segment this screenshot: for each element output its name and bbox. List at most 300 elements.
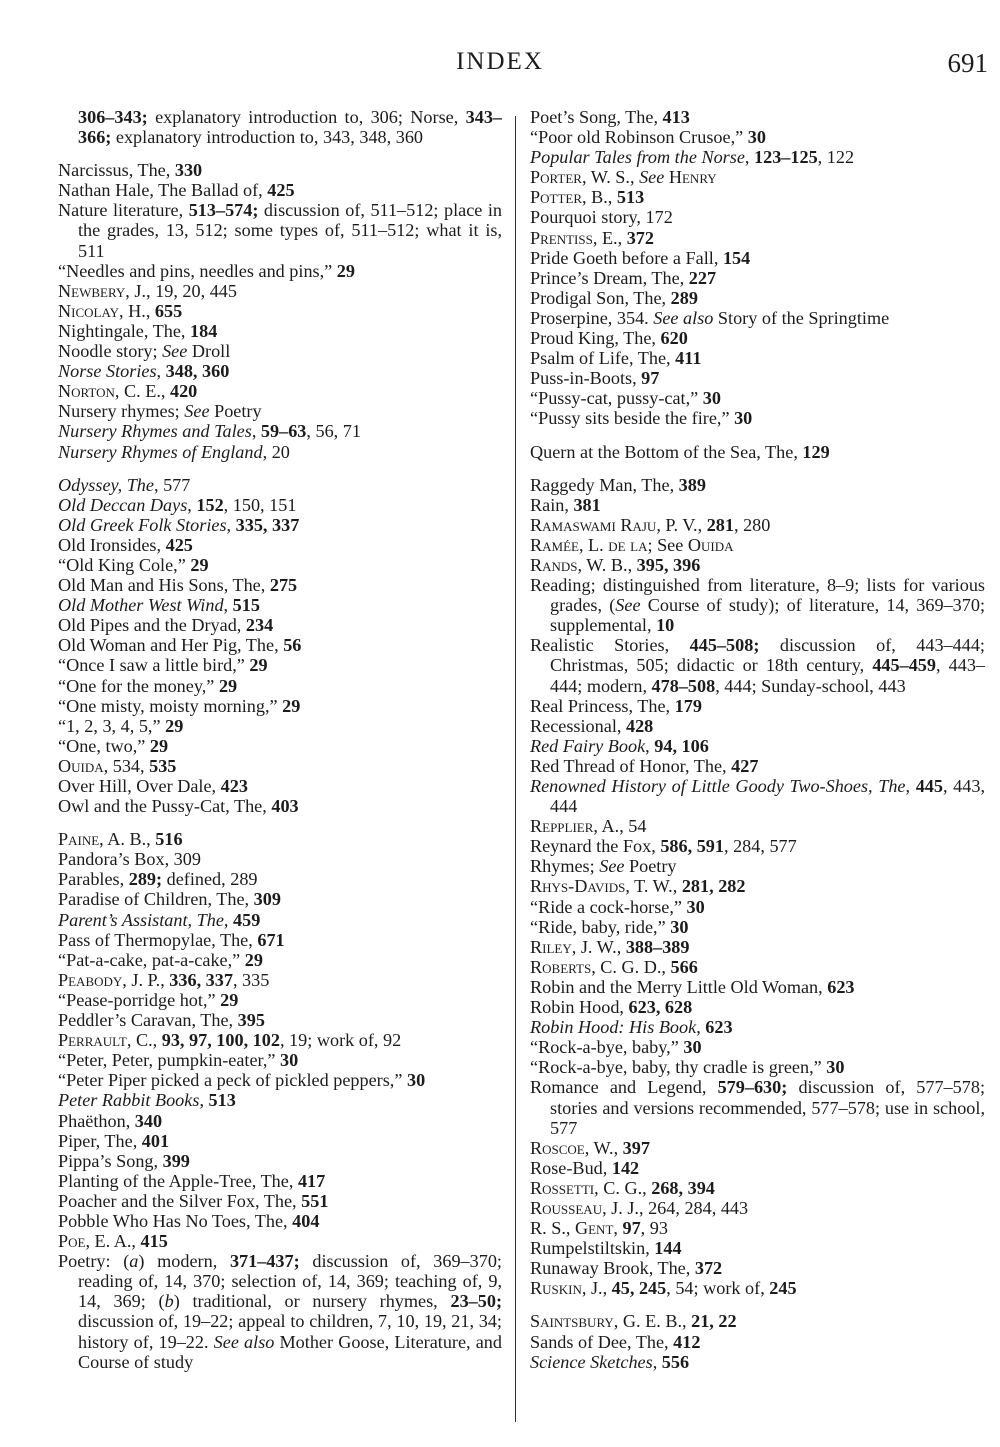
entry-text: 152 xyxy=(196,494,224,515)
entry-text: Roberts, C. G. D. xyxy=(530,956,662,977)
index-entry xyxy=(58,401,502,421)
entry-text: ) traditional, or nursery rhymes, xyxy=(173,1291,451,1312)
entry-text: Realistic Stories, xyxy=(530,635,690,656)
entry-text: 281, 282 xyxy=(681,876,746,897)
entry-text: 154 xyxy=(722,247,751,268)
index-entry xyxy=(530,388,985,408)
entry-text: 535 xyxy=(149,755,177,776)
entry-text: Parent’s Assistant, The xyxy=(58,909,224,930)
entry-text: 372 xyxy=(694,1258,723,1279)
entry-text: , 19, 20, 445 xyxy=(146,280,237,301)
entry-text: 29 xyxy=(165,715,184,736)
entry-text: 425 xyxy=(267,180,295,201)
entry-text: Proud King, The, xyxy=(530,328,661,349)
entry-text: 336, 337 xyxy=(169,969,233,990)
index-entry xyxy=(58,716,502,736)
entry-text: , xyxy=(199,1090,209,1111)
index-entry xyxy=(530,937,985,957)
entry-text: 23–50; xyxy=(450,1291,502,1312)
entry-text: 401 xyxy=(141,1130,170,1151)
entry-text: Ruskin, J. xyxy=(530,1278,603,1299)
entry-text: Raggedy Man, The, xyxy=(530,474,679,495)
entry-text: “Pussy sits beside the fire,” xyxy=(530,408,735,429)
entry-text: See xyxy=(639,167,665,188)
entry-text: 30 xyxy=(702,388,721,409)
entry-text: “Pat-a-cake, pat-a-cake,” xyxy=(58,949,245,970)
entry-text: 30 xyxy=(670,916,689,937)
entry-text: Old Greek Folk Stories xyxy=(58,514,227,535)
entry-text: , 284, 577 xyxy=(723,836,797,857)
entry-text: Paine, A. B. xyxy=(58,829,147,850)
entry-text: , xyxy=(613,1137,623,1158)
entry-text: Rain, xyxy=(530,494,574,515)
index-entry xyxy=(530,368,985,388)
entry-text: Rossetti, C. G. xyxy=(530,1177,643,1198)
entry-text: Saintsbury, G. E. B. xyxy=(530,1311,682,1332)
entry-text: Paradise of Children, The, xyxy=(58,889,254,910)
entry-text: , xyxy=(645,735,655,756)
entry-text: Ouida xyxy=(687,534,734,555)
index-entry xyxy=(530,228,985,248)
index-entry xyxy=(58,555,502,575)
entry-text: Sands of Dee, The, xyxy=(530,1331,674,1352)
index-entry xyxy=(530,635,985,695)
entry-text: 330 xyxy=(174,160,203,181)
entry-text: 620 xyxy=(660,328,688,349)
index-entry xyxy=(530,1077,985,1137)
entry-text: , xyxy=(661,956,671,977)
entry-text: 513–574; xyxy=(188,200,259,221)
entry-text: discussion of, 577–578; stories and versions recommended, 577–578; use in school, 577 xyxy=(550,1077,985,1138)
entry-text: discussion of, 369–370; reading of, 14, 370; selection of, 14, 369; teaching of, 9, 14, 369; ( xyxy=(78,1251,502,1312)
index-entry xyxy=(58,1111,502,1131)
entry-text: See xyxy=(184,401,210,422)
index-entry xyxy=(530,756,985,776)
index-entry xyxy=(530,308,985,328)
entry-text: Rousseau, J. J. xyxy=(530,1197,639,1218)
entry-text: , 150, 151 xyxy=(223,494,297,515)
entry-text: See xyxy=(615,595,641,616)
entry-text: Pride Goeth before a Fall, xyxy=(530,247,723,268)
index-entry xyxy=(530,816,985,836)
index-entry xyxy=(530,1278,985,1298)
entry-text: Course of study); of literature, 14, 369–370; supplemental, xyxy=(550,595,985,636)
index-entry xyxy=(530,977,985,997)
letter-group-gap xyxy=(530,462,985,475)
index-entry xyxy=(58,575,502,595)
index-entry xyxy=(530,408,985,428)
index-entry xyxy=(58,535,502,555)
entry-text: 420 xyxy=(169,381,198,402)
index-entry xyxy=(58,321,502,341)
index-entry xyxy=(530,957,985,977)
letter-group-gap xyxy=(58,147,502,160)
entry-text: 97 xyxy=(622,1218,641,1239)
entry-text: 21, 22 xyxy=(691,1311,737,1332)
entry-text: Proserpine, 354. xyxy=(530,307,654,328)
entry-text: Poacher and the Silver Fox, The, xyxy=(58,1190,302,1211)
entry-text: 417 xyxy=(297,1170,326,1191)
entry-text: , 54; work of, xyxy=(666,1278,770,1299)
entry-text: Old Man and His Sons, The, xyxy=(58,575,270,596)
entry-text: , 20 xyxy=(262,441,290,462)
entry-text: Old Pipes and the Dryad, xyxy=(58,615,246,636)
index-entry xyxy=(58,1070,502,1090)
entry-text: discussion of, 19–22; appeal to children, 7, 10, 19, 21, 34; history of, 19–22. xyxy=(78,1311,502,1352)
index-entry xyxy=(58,442,502,462)
entry-text: “One misty, moisty morning,” xyxy=(58,695,283,716)
entry-text: Porter, W. S. xyxy=(530,167,630,188)
entry-text: , xyxy=(652,1351,662,1372)
index-entry xyxy=(58,930,502,950)
entry-text: Prodigal Son, The, xyxy=(530,287,671,308)
entry-text: 397 xyxy=(622,1137,650,1158)
entry-text: 427 xyxy=(731,755,759,776)
index-entry xyxy=(530,1138,985,1158)
index-entry xyxy=(530,167,985,187)
entry-text: 404 xyxy=(292,1210,320,1231)
entry-text: Prentiss, E. xyxy=(530,227,618,248)
entry-text: 623 xyxy=(705,1017,733,1038)
index-entry xyxy=(58,776,502,796)
entry-text: 395 xyxy=(237,1010,265,1031)
entry-text: 445–508; xyxy=(689,635,760,656)
entry-text: Prince’s Dream, The, xyxy=(530,267,689,288)
entry-text: Old Deccan Days xyxy=(58,494,188,515)
entry-text: 579–630; xyxy=(717,1077,788,1098)
entry-text: , 264, 284, 443 xyxy=(638,1197,749,1218)
entry-text: Poet’s Song, The, xyxy=(530,107,663,127)
entry-text: Old Woman and Her Pig, The, xyxy=(58,635,284,656)
index-entry xyxy=(530,1218,985,1238)
index-entry xyxy=(58,676,502,696)
entry-text: , 444; Sunday-school, 443 xyxy=(715,675,906,696)
index-entry xyxy=(530,1037,985,1057)
entry-text: , 443, 444 xyxy=(550,776,985,817)
entry-text: 388–389 xyxy=(625,936,690,957)
entry-text: 94, 106 xyxy=(654,735,709,756)
entry-text: Planting of the Apple-Tree, The, xyxy=(58,1170,298,1191)
entry-text: See xyxy=(162,341,188,362)
index-entry xyxy=(530,442,985,462)
entry-text: 566 xyxy=(670,956,698,977)
entry-text: 30 xyxy=(406,1070,426,1091)
entry-text: 623, 628 xyxy=(628,997,693,1018)
entry-text: “Pussy-cat, pussy-cat,” xyxy=(530,388,703,409)
entry-text: “Ride, baby, ride,” xyxy=(530,916,671,937)
entry-text: Nursery Rhymes and Tales xyxy=(58,421,252,442)
entry-text: Robin and the Merry Little Old Woman, xyxy=(530,976,828,997)
running-title: INDEX xyxy=(456,48,544,75)
entry-text: Over Hill, Over Dale, xyxy=(58,776,221,796)
entry-text: 478–508 xyxy=(651,675,716,696)
entry-text: 423 xyxy=(220,776,248,796)
index-entry xyxy=(530,1352,985,1372)
entry-text: Ouida xyxy=(58,755,104,776)
entry-text: 45, 245 xyxy=(611,1278,667,1299)
entry-text: , 93 xyxy=(640,1218,668,1239)
entry-text: 306–343; xyxy=(78,107,148,127)
entry-text: 245 xyxy=(769,1278,797,1299)
index-entry xyxy=(530,575,985,635)
entry-text: 184 xyxy=(190,320,218,341)
entry-text: Robin Hood: His Book xyxy=(530,1017,697,1038)
entry-text: Recessional, xyxy=(530,715,626,736)
entry-text: 411 xyxy=(675,348,702,369)
entry-text: 10 xyxy=(656,615,675,636)
entry-text: 29 xyxy=(149,735,169,756)
entry-text: 335, 337 xyxy=(235,514,300,535)
index-entry xyxy=(530,495,985,515)
entry-text: Norton, C. E. xyxy=(58,381,161,402)
entry-text: 516 xyxy=(155,829,183,850)
entry-text: “Pease-porridge hot,” xyxy=(58,989,221,1010)
entry-text: 371–437; xyxy=(229,1251,300,1272)
entry-text: 343–366; xyxy=(78,107,502,148)
index-entry xyxy=(58,950,502,970)
entry-text: Nicolay, H. xyxy=(58,300,146,321)
entry-text: 413 xyxy=(662,107,690,127)
entry-text: , xyxy=(160,969,170,990)
entry-text: Poetry xyxy=(209,401,262,422)
entry-text: “Once I saw a little bird,” xyxy=(58,655,250,676)
entry-text: Robin Hood, xyxy=(530,997,629,1018)
entry-text: 30 xyxy=(683,1037,702,1058)
index-entry xyxy=(530,716,985,736)
entry-text: Ramée, L. de la xyxy=(530,534,648,555)
index-entry xyxy=(530,328,985,348)
index-entry xyxy=(530,147,985,167)
index-entry xyxy=(530,1158,985,1178)
index-entry xyxy=(530,696,985,716)
entry-text: 29 xyxy=(336,260,355,281)
entry-text: Narcissus, The, xyxy=(58,160,175,181)
entry-text: , 335 xyxy=(232,969,270,990)
entry-text: 415 xyxy=(140,1231,168,1252)
entry-text: , xyxy=(744,147,754,168)
letter-group-gap xyxy=(530,1298,985,1311)
entry-text: 348, 360 xyxy=(165,361,230,382)
entry-text: “One, two,” xyxy=(58,735,150,756)
entry-text: 29 xyxy=(190,554,209,575)
entry-text: 671 xyxy=(257,929,285,950)
entry-text: Psalm of Life, The, xyxy=(530,348,676,369)
index-entry xyxy=(58,970,502,990)
entry-text: 29 xyxy=(244,949,263,970)
entry-text: , xyxy=(905,776,916,796)
index-entry xyxy=(58,736,502,756)
entry-text: , 19; work of, 92 xyxy=(279,1030,402,1051)
index-column-left xyxy=(58,107,502,1372)
entry-text: Newbery, J. xyxy=(58,280,147,301)
entry-text: Story of the Springtime xyxy=(713,307,890,328)
entry-text: , 534, xyxy=(103,755,150,776)
entry-text: , xyxy=(145,300,155,321)
index-entry xyxy=(58,756,502,776)
entry-text: discussion of, 443–444; Christmas, 505; didactic or 18th century, xyxy=(550,635,985,676)
entry-text: Rhys-Davids, T. W. xyxy=(530,876,673,897)
entry-text: defined, 289 xyxy=(162,869,258,890)
entry-text: explanatory introduction to, 306; Norse, xyxy=(147,107,466,127)
entry-text: Repplier, A. xyxy=(530,816,620,837)
letter-group-gap xyxy=(58,816,502,829)
index-entry xyxy=(58,495,502,515)
entry-text: Poetry xyxy=(624,856,677,877)
index-entry xyxy=(58,595,502,615)
entry-text: 412 xyxy=(673,1331,701,1352)
entry-text: , xyxy=(697,514,707,535)
entry-text: , xyxy=(160,381,170,402)
entry-text: 425 xyxy=(165,534,193,555)
entry-text: Phaëthon, xyxy=(58,1110,135,1131)
entry-text: Nature literature, xyxy=(58,200,189,221)
entry-text: 586, 591 xyxy=(660,836,724,857)
entry-text: 289; xyxy=(128,869,163,890)
entry-text: b xyxy=(164,1291,174,1312)
entry-text: 445 xyxy=(915,776,943,796)
entry-text: 234 xyxy=(245,615,274,636)
index-entry xyxy=(530,187,985,207)
entry-text: Roscoe, W. xyxy=(530,1137,614,1158)
entry-text: Nursery Rhymes of England xyxy=(58,441,263,462)
index-entry xyxy=(58,1251,502,1372)
entry-text: 144 xyxy=(654,1238,682,1259)
entry-text: 513 xyxy=(208,1090,236,1111)
entry-text: , 577 xyxy=(153,474,191,495)
entry-text: “1, 2, 3, 4, 5,” xyxy=(58,715,166,736)
entry-text: 515 xyxy=(232,595,260,616)
letter-group-gap xyxy=(58,462,502,475)
entry-text: explanatory introduction to, 343, 348, 360 xyxy=(111,127,424,148)
entry-text: 30 xyxy=(734,408,753,429)
index-entry xyxy=(530,1238,985,1258)
entry-text: Potter, B. xyxy=(530,187,608,208)
entry-text: Peabody, J. P. xyxy=(58,969,161,990)
index-entry xyxy=(58,107,502,147)
entry-text: Puss-in-Boots, xyxy=(530,368,642,389)
entry-text: , xyxy=(629,167,640,188)
index-entry xyxy=(58,361,502,381)
entry-text: “Peter, Peter, pumpkin-eater,” xyxy=(58,1050,281,1071)
entry-text: Parables, xyxy=(58,869,129,890)
index-entry xyxy=(530,997,985,1017)
index-entry xyxy=(530,1178,985,1198)
index-entry xyxy=(58,180,502,200)
entry-text: , xyxy=(617,227,627,248)
entry-text: Rumpelstiltskin, xyxy=(530,1238,655,1259)
entry-text: 30 xyxy=(826,1057,845,1078)
index-entry xyxy=(58,635,502,655)
index-entry xyxy=(58,849,502,869)
index-entry xyxy=(530,1332,985,1352)
entry-text: , xyxy=(146,829,156,850)
entry-text: ) modern, xyxy=(138,1251,230,1272)
entry-text: 30 xyxy=(280,1050,299,1071)
index-entry xyxy=(530,535,985,555)
index-entry xyxy=(530,515,985,535)
entry-text: , xyxy=(152,1030,162,1051)
entry-text: 30 xyxy=(747,127,766,148)
entry-text: Piper, The, xyxy=(58,1130,142,1151)
index-entry xyxy=(58,1151,502,1171)
entry-text: 275 xyxy=(269,575,298,596)
entry-text: 97 xyxy=(641,368,660,389)
index-entry xyxy=(58,1030,502,1050)
index-entry xyxy=(58,696,502,716)
entry-text: Old Mother West Wind xyxy=(58,595,224,616)
entry-text: , 280 xyxy=(733,514,771,535)
index-entry xyxy=(530,555,985,575)
entry-text: , xyxy=(672,876,682,897)
entry-text: 93, 97, 100, 102 xyxy=(161,1030,280,1051)
entry-text: 372 xyxy=(626,227,654,248)
index-entry xyxy=(530,897,985,917)
entry-text: Popular Tales from the Norse xyxy=(530,147,745,168)
index-entry xyxy=(58,1191,502,1211)
index-entry xyxy=(58,796,502,816)
index-entry xyxy=(530,107,985,127)
entry-text: , xyxy=(187,494,197,515)
entry-text: “Ride a cock-horse,” xyxy=(530,896,687,917)
index-entry xyxy=(530,776,985,816)
index-entry xyxy=(58,910,502,930)
index-entry xyxy=(530,836,985,856)
entry-text: 395, 396 xyxy=(636,554,701,575)
entry-text: R. S., Gent xyxy=(530,1218,614,1239)
entry-text: Owl and the Pussy-Cat, The, xyxy=(58,796,272,817)
entry-text: Noodle story; xyxy=(58,341,163,362)
entry-text: Henry xyxy=(668,167,717,188)
entry-text: Ramaswami Raju, P. V. xyxy=(530,514,698,535)
index-entry xyxy=(530,248,985,268)
entry-text: , xyxy=(642,1177,652,1198)
index-column-right xyxy=(530,107,985,1372)
entry-text: Norse Stories xyxy=(58,361,157,382)
index-entry xyxy=(530,856,985,876)
entry-text: Mother Goose, Literature, and Course of study xyxy=(78,1331,502,1372)
entry-text: 556 xyxy=(661,1351,690,1372)
column-divider xyxy=(515,116,516,1422)
entry-text: , xyxy=(616,936,626,957)
entry-text: Nightingale, The, xyxy=(58,320,191,341)
entry-text: Nathan Hale, The Ballad of, xyxy=(58,180,268,201)
entry-text: Perrault, C. xyxy=(58,1030,153,1051)
index-entry xyxy=(58,421,502,441)
entry-text: 29 xyxy=(220,989,239,1010)
entry-text: 56 xyxy=(283,635,302,656)
index-entry xyxy=(530,207,985,227)
entry-text: “Needles and pins, needles and pins,” xyxy=(58,260,337,281)
entry-text: 289 xyxy=(670,287,698,308)
entry-text: Pass of Thermopylae, The, xyxy=(58,929,258,950)
entry-text: 340 xyxy=(134,1110,163,1131)
entry-text: See also xyxy=(653,307,714,328)
page-header xyxy=(0,48,1000,82)
index-entry xyxy=(58,615,502,635)
entry-text: Rands, W. B. xyxy=(530,554,628,575)
entry-text: , 54 xyxy=(619,816,647,837)
index-entry xyxy=(530,268,985,288)
entry-text: , xyxy=(251,421,261,442)
index-entry xyxy=(530,917,985,937)
entry-text: 513 xyxy=(616,187,645,208)
index-entry xyxy=(58,1010,502,1030)
index-entry xyxy=(58,475,502,495)
entry-text: 29 xyxy=(249,655,268,676)
entry-text: 403 xyxy=(271,796,299,817)
entry-text: 459 xyxy=(233,909,261,930)
entry-text: 445–459 xyxy=(872,655,936,676)
